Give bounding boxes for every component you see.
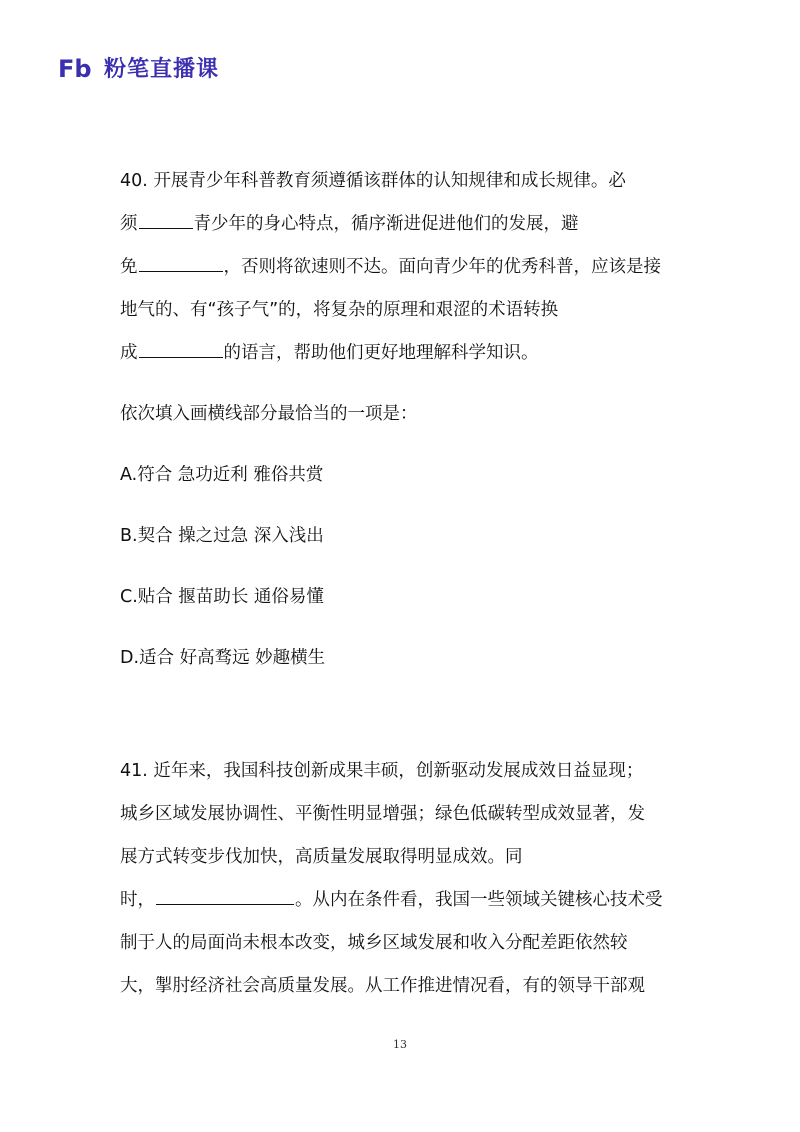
q40-line-3: 免 ，否则将欲速则不达。面向青少年的优秀科普，应该是接 xyxy=(120,257,661,277)
brand-header xyxy=(58,52,219,83)
answer-blank-2 xyxy=(139,270,223,272)
q41-line-1: 41. 近年来，我国科技创新成果丰硕，创新驱动发展成效日益显现； xyxy=(120,761,644,781)
option-b: B.契合 操之过急 深入浅出 xyxy=(120,526,324,546)
answer-blank-4 xyxy=(156,903,294,905)
answer-blank-3 xyxy=(139,356,223,358)
option-d: D.适合 好高骛远 妙趣横生 xyxy=(120,648,326,668)
page-number: 13 xyxy=(393,1038,407,1051)
fenbi-logo-icon xyxy=(58,54,98,82)
document-body xyxy=(120,160,690,1008)
q41-line-4: 时， 。从内在条件看，我国一些领域关键核心技术受 xyxy=(120,890,663,910)
option-a: A.符合 急功近利 雅俗共赏 xyxy=(120,465,324,485)
brand-name: 粉笔直播课 xyxy=(104,57,220,82)
option-c: C.贴合 揠苗助长 通俗易懂 xyxy=(120,587,324,607)
q41-line-6: 大，掣肘经济社会高质量发展。从工作推进情况看，有的领导干部观 xyxy=(120,976,645,996)
q41-line-3: 展方式转变步伐加快，高质量发展取得明显成效。同 xyxy=(120,847,523,867)
answer-blank-1 xyxy=(139,227,193,229)
q40-line-4: 地气的、有“孩子气”的，将复杂的原理和艰涩的术语转换 xyxy=(120,300,559,320)
q40-prompt: 依次填入画横线部分最恰当的一项是： xyxy=(120,404,418,424)
q40-line-2: 须 青少年的身心特点，循序渐进促进他们的发展，避 xyxy=(120,214,579,234)
svg-text:Fb: Fb xyxy=(58,54,92,82)
q41-line-5: 制于人的局面尚未根本改变，城乡区域发展和收入分配差距依然较 xyxy=(120,933,628,953)
q40-line-5: 成 的语言，帮助他们更好地理解科学知识。 xyxy=(120,343,539,363)
q41-line-2: 城乡区域发展协调性、平衡性明显增强；绿色低碳转型成效显著，发 xyxy=(120,804,645,824)
q40-line-1: 40. 开展青少年科普教育须遵循该群体的认知规律和成长规律。必 xyxy=(120,171,626,191)
